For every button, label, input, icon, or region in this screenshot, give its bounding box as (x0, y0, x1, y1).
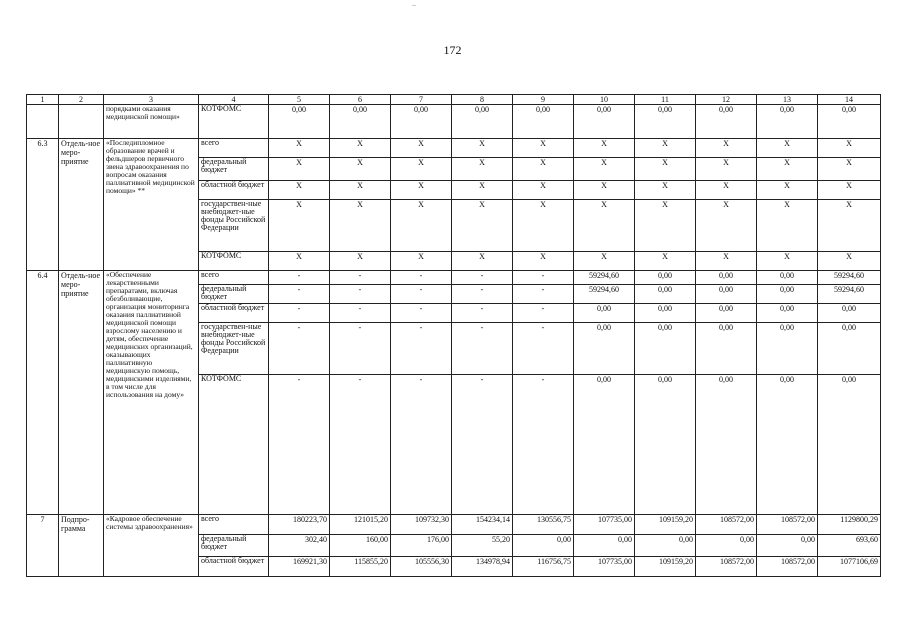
header-cell: 5 (269, 95, 330, 105)
value-cell: 115855,20 (330, 557, 391, 577)
value-cell: X (696, 200, 757, 252)
value-cell: 0,00 (574, 105, 635, 139)
value-cell: X (574, 252, 635, 271)
value-cell: 0,00 (635, 535, 696, 557)
value-cell: - (452, 271, 513, 285)
value-cell: 116756,75 (513, 557, 574, 577)
value-cell: 169921,30 (269, 557, 330, 577)
value-cell: X (574, 200, 635, 252)
value-cell: - (269, 271, 330, 285)
source-cell: областной бюджет (199, 304, 269, 323)
value-cell: 0,00 (330, 105, 391, 139)
budget-table (26, 94, 881, 577)
type-cell (59, 105, 104, 139)
value-cell: 0,00 (696, 535, 757, 557)
value-cell: X (269, 252, 330, 271)
value-cell: 0,00 (696, 105, 757, 139)
value-cell: 130556,75 (513, 515, 574, 535)
item-number-cell: 7 (27, 515, 59, 577)
value-cell: - (452, 375, 513, 515)
value-cell: X (269, 181, 330, 200)
value-cell: - (391, 271, 452, 285)
description-cell: порядками оказания медицинской помощи» (104, 105, 199, 139)
value-cell: - (330, 271, 391, 285)
value-cell: 0,00 (574, 535, 635, 557)
header-cell: 10 (574, 95, 635, 105)
value-cell: - (391, 375, 452, 515)
item-type-cell: Отдель-ное меро-приятие (59, 271, 104, 515)
value-cell: 0,00 (452, 105, 513, 139)
value-cell: X (513, 158, 574, 181)
value-cell: 0,00 (635, 105, 696, 139)
value-cell: 0,00 (818, 105, 881, 139)
value-cell: 176,00 (391, 535, 452, 557)
value-cell: 0,00 (696, 375, 757, 515)
value-cell: X (757, 181, 818, 200)
value-cell: X (574, 181, 635, 200)
value-cell: 0,00 (574, 304, 635, 323)
value-cell: 108572,00 (757, 557, 818, 577)
value-cell: 0,00 (757, 535, 818, 557)
value-cell: 0,00 (574, 323, 635, 375)
value-cell: X (513, 200, 574, 252)
value-cell: X (330, 200, 391, 252)
value-cell: - (330, 304, 391, 323)
table-row (27, 139, 881, 158)
value-cell: X (818, 158, 881, 181)
value-cell: X (635, 200, 696, 252)
value-cell: - (269, 375, 330, 515)
value-cell: - (513, 375, 574, 515)
value-cell: X (452, 139, 513, 158)
value-cell: 0,00 (757, 304, 818, 323)
value-cell: X (513, 139, 574, 158)
value-cell: X (757, 139, 818, 158)
value-cell: X (696, 252, 757, 271)
value-cell: X (757, 200, 818, 252)
value-cell: 107735,00 (574, 515, 635, 535)
value-cell: 109732,30 (391, 515, 452, 535)
value-cell: X (574, 158, 635, 181)
value-cell: 0,00 (574, 375, 635, 515)
value-cell: X (696, 139, 757, 158)
value-cell: 0,00 (818, 323, 881, 375)
source-cell: областной бюджет (199, 181, 269, 200)
value-cell: 302,40 (269, 535, 330, 557)
value-cell: 0,00 (391, 105, 452, 139)
value-cell: 0,00 (757, 105, 818, 139)
value-cell: 0,00 (818, 375, 881, 515)
value-cell: 0,00 (635, 271, 696, 285)
value-cell: 108572,00 (696, 515, 757, 535)
value-cell: 0,00 (757, 271, 818, 285)
source-cell: областной бюджет (199, 557, 269, 577)
value-cell: 107735,00 (574, 557, 635, 577)
header-cell: 8 (452, 95, 513, 105)
value-cell: X (818, 181, 881, 200)
value-cell: X (757, 158, 818, 181)
value-cell: 105556,30 (391, 557, 452, 577)
value-cell: 154234,14 (452, 515, 513, 535)
header-cell: 9 (513, 95, 574, 105)
value-cell: 1129800,29 (818, 515, 881, 535)
number-cell (27, 105, 59, 139)
value-cell: 0,00 (696, 271, 757, 285)
value-cell: - (452, 304, 513, 323)
value-cell: X (330, 158, 391, 181)
value-cell: X (330, 139, 391, 158)
value-cell: 0,00 (635, 304, 696, 323)
value-cell: X (757, 252, 818, 271)
value-cell: X (269, 200, 330, 252)
value-cell: 59294,60 (818, 285, 881, 304)
value-cell: X (635, 252, 696, 271)
source-cell: КОТФОМС (199, 252, 269, 271)
item-description-cell: «Кадровое обеспечение системы здравоохранения» (104, 515, 199, 577)
value-cell: 0,00 (757, 375, 818, 515)
value-cell: X (269, 139, 330, 158)
header-cell: 4 (199, 95, 269, 105)
source-cell: всего (199, 515, 269, 535)
value-cell: - (330, 375, 391, 515)
top-mark: – (412, 0, 416, 9)
item-type-cell: Отдель-ное меро-приятие (59, 139, 104, 271)
value-cell: - (513, 271, 574, 285)
header-cell: 14 (818, 95, 881, 105)
value-cell: - (391, 285, 452, 304)
header-cell: 2 (59, 95, 104, 105)
value-cell: - (269, 285, 330, 304)
value-cell: - (269, 323, 330, 375)
header-cell: 7 (391, 95, 452, 105)
value-cell: 160,00 (330, 535, 391, 557)
value-cell: 180223,70 (269, 515, 330, 535)
source-cell: всего (199, 271, 269, 285)
value-cell: - (391, 323, 452, 375)
value-cell: 0,00 (757, 323, 818, 375)
value-cell: 0,00 (269, 105, 330, 139)
source-cell: федеральный бюджет (199, 285, 269, 304)
value-cell: - (269, 304, 330, 323)
value-cell: X (452, 158, 513, 181)
value-cell: X (452, 181, 513, 200)
value-cell: 0,00 (696, 323, 757, 375)
value-cell: 0,00 (635, 375, 696, 515)
source-cell: государствен-ные внебюджет-ные фонды Российской Федерации (199, 200, 269, 252)
table-row (27, 105, 881, 139)
table-row (27, 271, 881, 285)
value-cell: 693,60 (818, 535, 881, 557)
value-cell: X (513, 252, 574, 271)
value-cell: X (391, 181, 452, 200)
header-cell: 11 (635, 95, 696, 105)
value-cell: - (452, 323, 513, 375)
value-cell: - (452, 285, 513, 304)
item-number-cell: 6.4 (27, 271, 59, 515)
header-cell: 3 (104, 95, 199, 105)
source-cell: федеральный бюджет (199, 158, 269, 181)
value-cell: X (635, 181, 696, 200)
value-cell: X (818, 252, 881, 271)
value-cell: 0,00 (818, 304, 881, 323)
value-cell: - (513, 323, 574, 375)
value-cell: 108572,00 (696, 557, 757, 577)
value-cell: 0,00 (757, 285, 818, 304)
value-cell: X (635, 139, 696, 158)
value-cell: 121015,20 (330, 515, 391, 535)
value-cell: 59294,60 (574, 285, 635, 304)
value-cell: X (696, 181, 757, 200)
value-cell: X (696, 158, 757, 181)
value-cell: 0,00 (635, 285, 696, 304)
value-cell: X (330, 181, 391, 200)
value-cell: X (391, 139, 452, 158)
item-description-cell: «Обеспечение лекарственными препаратами, включая обезболивающие, организация мониторинга оказания паллиативной медицинской помощи взрослому населению и детям, обеспечение медицинских организаций, оказывающих паллиативную медицинскую помощь, медицинскими изделиями, в том числе для использования на дому» (104, 271, 199, 515)
value-cell: 0,00 (696, 304, 757, 323)
source-cell: всего (199, 139, 269, 158)
value-cell: - (513, 285, 574, 304)
item-description-cell: «Последипломное образование врачей и фельдшеров первичного звена здравоохранения по вопросам оказания паллиативной медицинской помощи» ** (104, 139, 199, 271)
source-cell: КОТФОМС (199, 375, 269, 515)
value-cell: X (574, 139, 635, 158)
value-cell: 0,00 (635, 323, 696, 375)
value-cell: X (391, 200, 452, 252)
page-number: 172 (443, 43, 462, 57)
header-cell: 1 (27, 95, 59, 105)
value-cell: - (330, 323, 391, 375)
value-cell: X (818, 200, 881, 252)
value-cell: 55,20 (452, 535, 513, 557)
source-cell: государствен-ные внебюджет-ные фонды Российской Федерации (199, 323, 269, 375)
value-cell: X (452, 252, 513, 271)
value-cell: 0,00 (513, 535, 574, 557)
table-row (27, 515, 881, 535)
value-cell: - (391, 304, 452, 323)
value-cell: - (513, 304, 574, 323)
source-cell: КОТФОМС (199, 105, 269, 139)
value-cell: X (513, 181, 574, 200)
value-cell: X (391, 252, 452, 271)
header-cell: 12 (696, 95, 757, 105)
item-number-cell: 6.3 (27, 139, 59, 271)
value-cell: X (635, 158, 696, 181)
value-cell: 0,00 (513, 105, 574, 139)
item-type-cell: Подпро-грамма (59, 515, 104, 577)
value-cell: 0,00 (696, 285, 757, 304)
value-cell: 134978,94 (452, 557, 513, 577)
value-cell: 109159,20 (635, 557, 696, 577)
value-cell: 108572,00 (757, 515, 818, 535)
value-cell: 1077106,69 (818, 557, 881, 577)
value-cell: X (391, 158, 452, 181)
source-cell: федеральный бюджет (199, 535, 269, 557)
value-cell: - (330, 285, 391, 304)
value-cell: X (452, 200, 513, 252)
value-cell: X (269, 158, 330, 181)
value-cell: 59294,60 (818, 271, 881, 285)
header-cell: 6 (330, 95, 391, 105)
value-cell: X (330, 252, 391, 271)
header-row (27, 95, 881, 105)
value-cell: 109159,20 (635, 515, 696, 535)
value-cell: X (818, 139, 881, 158)
value-cell: 59294,60 (574, 271, 635, 285)
header-cell: 13 (757, 95, 818, 105)
